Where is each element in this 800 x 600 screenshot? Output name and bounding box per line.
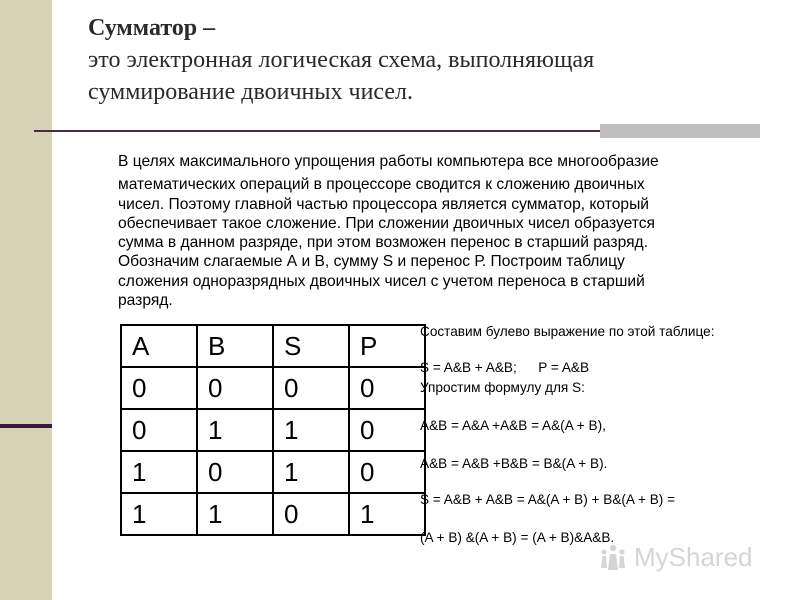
- title-line-2: это электронная логическая схема, выполняющая: [88, 47, 595, 73]
- derivation-step-4: (A + B) &(A + B) = (A + B)&A&B.: [420, 530, 615, 545]
- paragraph-line: сумма в данном разряде, при этом возможен перенос в старший разряд.: [118, 234, 648, 252]
- formula-s-and-p: [420, 360, 589, 375]
- derivation-intro: Составим булево выражение по этой таблице:: [420, 324, 715, 339]
- header-cell-p: P: [349, 325, 425, 367]
- slide-title: [88, 12, 768, 108]
- table-cell: 1: [197, 409, 273, 451]
- paragraph-line: математических операций в процессоре сводится к сложению двоичных: [118, 176, 645, 194]
- paragraph-line: разряд.: [118, 292, 173, 310]
- watermark-text: MyShared: [634, 541, 753, 572]
- table-row: [121, 367, 425, 409]
- paragraph-line: Обозначим слагаемые А и В, сумму S и перенос Р. Построим таблицу: [118, 253, 625, 271]
- table-cell: 0: [197, 451, 273, 493]
- paragraph-line: обеспечивает такое сложение. При сложении двоичных чисел образуется: [118, 214, 655, 232]
- table-cell: 0: [273, 367, 349, 409]
- title-line-3: суммирование двоичных чисел.: [88, 79, 413, 105]
- table-cell: 1: [349, 493, 425, 535]
- table-cell: 1: [273, 451, 349, 493]
- table-cell: 0: [273, 493, 349, 535]
- header-cell-b: B: [197, 325, 273, 367]
- formula-p: P = A&B: [538, 360, 590, 375]
- title-divider: [34, 130, 600, 132]
- table-cell: 1: [197, 493, 273, 535]
- header-cell-s: S: [273, 325, 349, 367]
- myshared-watermark: [598, 540, 768, 574]
- table-row: [121, 409, 425, 451]
- simplify-label: Упростим формулу для S:: [420, 380, 585, 395]
- table-cell: 0: [349, 367, 425, 409]
- table-cell: 0: [349, 451, 425, 493]
- truth-table-header-row: [121, 325, 425, 367]
- table-cell: 0: [197, 367, 273, 409]
- table-cell: 1: [121, 493, 197, 535]
- table-row: [121, 451, 425, 493]
- truth-table: [120, 324, 426, 536]
- title-divider-accent: [600, 124, 760, 138]
- person-group-icon: [598, 542, 628, 572]
- table-cell: 1: [273, 409, 349, 451]
- derivation-step-3: S = A&B + A&B = A&(A + B) + B&(A + B) =: [420, 492, 676, 507]
- table-cell: 0: [349, 409, 425, 451]
- formula-s: S = A&B + A&B;: [420, 360, 517, 375]
- header-cell-a: A: [121, 325, 197, 367]
- paragraph-line: чисел. Поэтому главной частью процессора является сумматор, который: [118, 195, 649, 213]
- derivation-step-1: A&B = A&A +A&B = A&(A + B),: [420, 418, 606, 433]
- table-cell: 1: [121, 451, 197, 493]
- derivation-step-2: A&B = A&B +B&B = B&(A + B).: [420, 456, 608, 471]
- table-cell: 0: [121, 367, 197, 409]
- intro-paragraph: [118, 152, 758, 310]
- paragraph-line: В целях максимального упрощения работы компьютера все многообразие: [118, 153, 659, 170]
- sidebar-decoration: [0, 0, 52, 600]
- table-cell: 0: [121, 409, 197, 451]
- sidebar-accent-line: [0, 424, 52, 428]
- title-heading: Сумматор –: [88, 15, 216, 41]
- paragraph-line: сложения одноразрядных двоичных чисел с учетом переноса в старший: [118, 272, 645, 290]
- table-row: [121, 493, 425, 535]
